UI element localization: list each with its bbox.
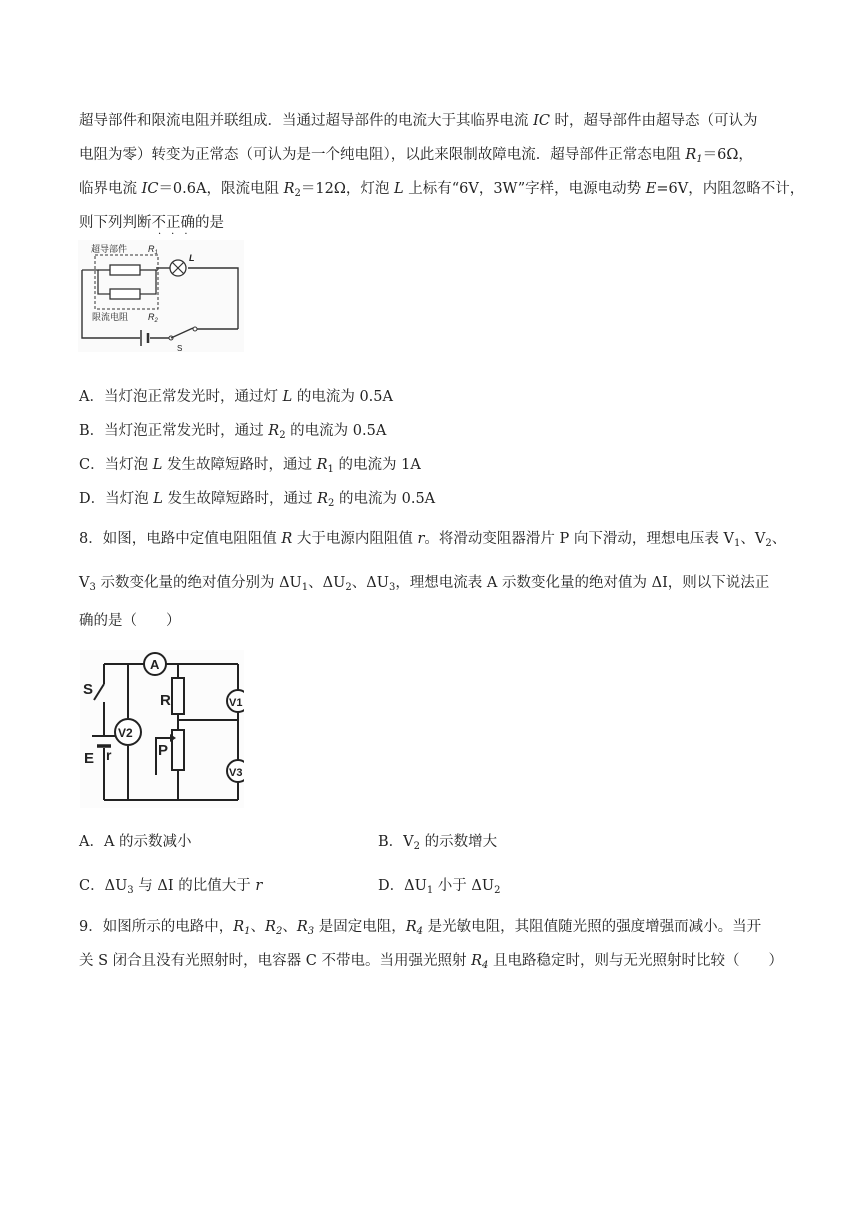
slider-p-label: P <box>158 742 169 759</box>
q9-text-line-1: 9．如图所示的电路中，$R_1$、$R_2$、$R_3$ 是固定电阻，$R_4$ 是光敏电阻，其阻值随光照的强度增强而减小。当开 <box>79 919 762 937</box>
v2-label: V2 <box>118 726 133 740</box>
lamp-label: L <box>189 253 195 263</box>
q7-option-a[interactable]: A．当灯泡正常发光时，通过灯 L 的电流为 0.5A <box>79 389 393 405</box>
q8-option-a[interactable]: A．A 的示数减小 <box>79 834 192 850</box>
q8-text-line-3: 确的是（ ） <box>79 613 181 629</box>
q7-text-line-2: 电阻为零）转变为正常态（可认为是一个纯电阻），以此来限制故障电流．超导部件正常态电阻 $R_1=6\Omega$， <box>79 147 753 165</box>
q8-circuit-figure <box>80 650 244 808</box>
q8-option-c[interactable]: C．$\Delta U_3$ 与 ΔI 的比值大于 r <box>79 878 263 896</box>
resistor-r-label: R <box>160 692 171 709</box>
v1-label: V1 <box>229 697 243 709</box>
q8-option-b[interactable]: B．$V_2$ 的示数增大 <box>378 834 498 852</box>
q8-text-line-1: 8．如图，电路中定值电阻阻值 R 大于电源内阻阻值 r。将滑动变阻器滑片 P 向下滑动，理想电压表 $V_1$、$V_2$、 <box>79 531 787 549</box>
limit-resistor-label: 限流电阻 <box>92 312 129 322</box>
r1-label: $R_1$ <box>148 244 158 256</box>
emphasis-dots: · · · <box>158 229 188 240</box>
superconductor-label: 超导部件 <box>91 244 128 254</box>
r2-label: $R_2$ <box>148 312 158 324</box>
q7-option-c[interactable]: C．当灯泡 L 发生故障短路时，通过 $R_1$ 的电流为 1A <box>79 457 421 475</box>
q7-text-line-3: 临界电流 IC＝0.6A，限流电阻 $R_2=12\Omega$，灯泡 L 上标有“6V，3W”字样，电源电动势 E=6V，内阻忽略不计， <box>79 181 805 199</box>
ammeter-label: A <box>150 657 160 672</box>
q8-option-d[interactable]: D．$\Delta U_1$ 小于 $\Delta U_2$ <box>378 878 501 896</box>
internal-r-label: r <box>106 747 112 763</box>
emf-e-label: E <box>84 750 95 767</box>
q7-option-b[interactable]: B．当灯泡正常发光时，通过 $R_2$ 的电流为 0.5A <box>79 423 387 441</box>
q9-text-line-2: 关 S 闭合且没有光照射时，电容器 C 不带电。当用强光照射 $R_4$ 且电路稳定时，则与无光照射时比较（ ） <box>79 953 783 971</box>
switch-label: S <box>177 344 183 352</box>
q7-circuit-figure <box>78 240 244 352</box>
q8-text-line-2: $V_3$ 示数变化量的绝对值分别为 $\Delta U_1$、$\Delta U_2$、$\Delta U_3$，理想电流表 A 示数变化量的绝对值为 ΔI，则以下说法正 <box>79 575 770 593</box>
q7-text-line-4: 则下列判断不正确的是 <box>79 215 224 231</box>
q7-text-line-1: 超导部件和限流电阻并联组成．当通过超导部件的电流大于其临界电流 IC 时，超导部件由超导态（可认为 <box>79 113 758 129</box>
switch-s-label: S <box>83 681 94 698</box>
v3-label: V3 <box>229 767 243 779</box>
q7-option-d[interactable]: D．当灯泡 L 发生故障短路时，通过 $R_2$ 的电流为 0.5A <box>79 491 436 509</box>
